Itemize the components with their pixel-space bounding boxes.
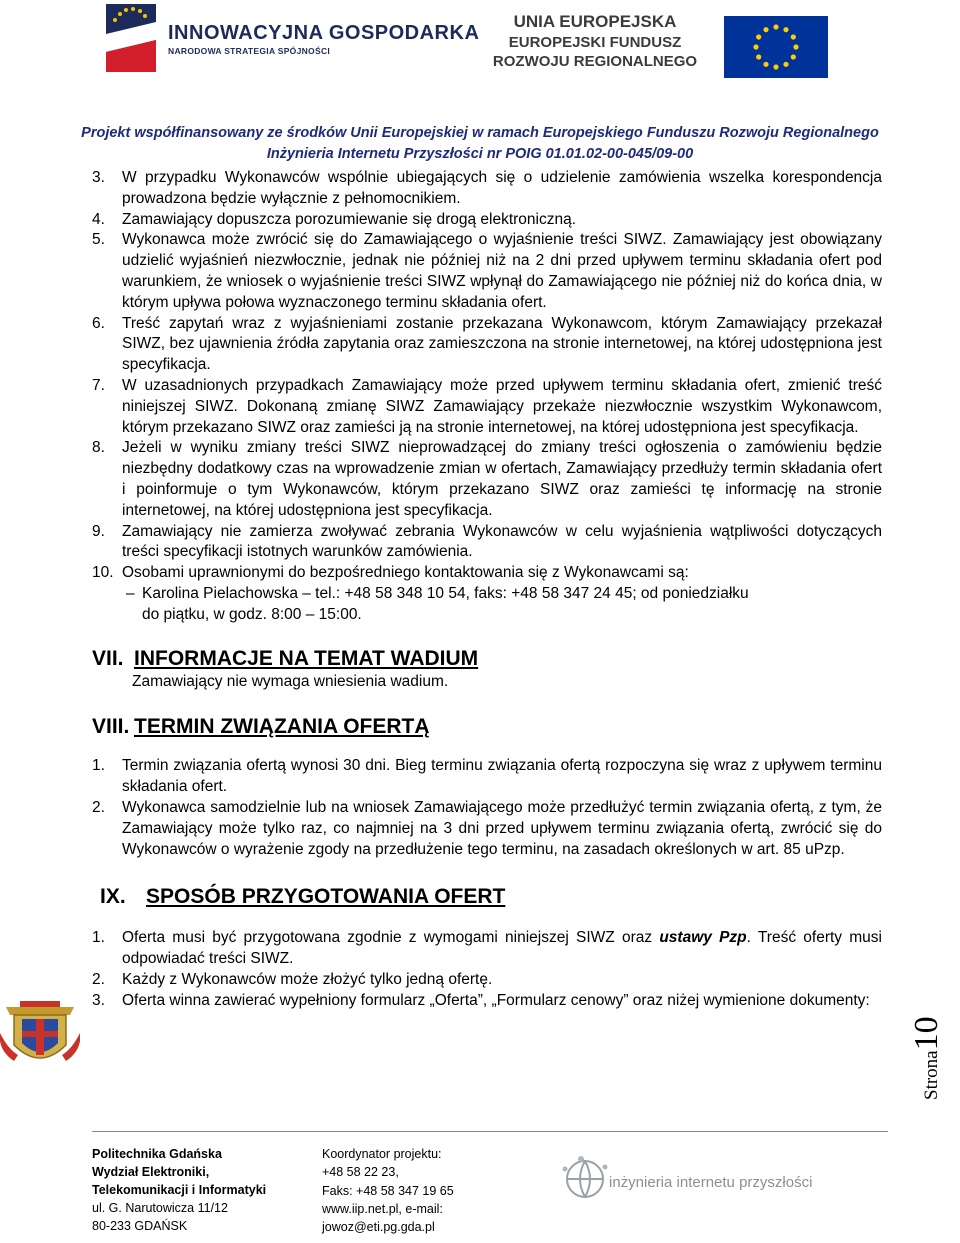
list-item: [92, 970, 882, 991]
section-viii-heading: [92, 714, 882, 740]
footer-line: Politechnika Gdańska: [92, 1147, 222, 1161]
item-number: 7.: [92, 376, 105, 394]
innowacyjna-gospodarka-flag-icon: [106, 4, 156, 72]
footer-line: Wydział Elektroniki,: [92, 1165, 210, 1179]
list-item: [92, 563, 882, 584]
section-title: INFORMACJE NA TEMAT WADIUM: [134, 646, 479, 670]
footer-line: +48 58 22 23,: [322, 1165, 399, 1180]
item-number: 8.: [92, 439, 105, 457]
item-number: 1.: [92, 757, 105, 775]
item-text: Wykonawca może zwrócić się do Zamawiającego o wyjaśnienie treści SIWZ. Zamawiający jest obowiązany udzielić wyjaśnień niezwłocznie, jednak nie później niż na 2 dni przed upływem terminu składania ofert pod warunkiem, że wniosek o wyjaśnienie treści SIWZ wpłynął do Zamawiającego nie później niż do końca dnia, w którym upływa połowa wyznaczonego terminu składania ofert.: [122, 231, 882, 311]
section-title: SPOSÓB PRZYGOTOWANIA OFERT: [146, 885, 506, 909]
item-number: 3.: [92, 991, 105, 1009]
section-number: VIII.: [92, 715, 130, 739]
innowacyjna-gospodarka-title: INNOWACYJNA GOSPODARKA: [168, 22, 480, 44]
item-number: 3.: [92, 169, 105, 186]
item-text: Oferta winna zawierać wypełniony formularz „Oferta”, „Formularz cenowy” oraz niżej wymienione dokumenty:: [122, 991, 870, 1009]
section-ix-heading: [92, 884, 882, 910]
footer-address: [92, 1145, 266, 1235]
section-number: VII.: [92, 646, 124, 670]
footer-line: Koordynator projektu:: [322, 1147, 442, 1161]
item-text: Oferta musi być przygotowana zgodnie z wymogami niniejszej SIWZ oraz: [122, 929, 660, 947]
eu-star: [773, 24, 778, 29]
item-number: 2.: [92, 970, 105, 988]
page-number-value: 10: [908, 1016, 945, 1051]
eu-star: [756, 34, 761, 39]
footer-line: jowoz@eti.pg.gda.pl: [322, 1220, 435, 1235]
eu-fund-text: [490, 12, 700, 70]
project-logo-icon: [545, 1145, 875, 1225]
eu-star: [753, 44, 758, 49]
list-item: [92, 756, 882, 798]
item-number: 2.: [92, 798, 105, 816]
project-number-line: Inżynieria Internetu Przyszłości nr POIG 01.01.02-00-045/09-00: [266, 146, 694, 162]
item-number: 9.: [92, 522, 105, 540]
eu-star: [763, 27, 768, 32]
section-number: IX.: [100, 885, 126, 909]
item-number: 10.: [92, 564, 114, 582]
page-label: Strona: [921, 1050, 942, 1100]
footer-line: Faks: +48 58 347 19 65: [322, 1183, 454, 1198]
eu-star: [783, 27, 788, 32]
section-vii-note: Zamawiający nie wymaga wniesienia wadium.: [132, 672, 449, 690]
list-item: [92, 376, 882, 438]
footer-line: www.iip.net.pl, e-mail:: [322, 1201, 443, 1216]
contact-person: [92, 584, 882, 626]
item-text-cont: . Treść oferty musi odpowiadać treści SIWZ.: [122, 929, 882, 968]
list-item: [92, 168, 882, 210]
eu-flag-icon: [724, 16, 828, 78]
item-text: Termin związania ofertą wynosi 30 dni. Bieg terminu związania ofertą rozpoczyna się wraz z upływem terminu składania ofert.: [122, 757, 882, 796]
innowacyjna-gospodarka-logo: [106, 4, 480, 80]
footer-line: Telekomunikacji i Informatyki: [92, 1183, 267, 1197]
item-text: Osobami uprawnionymi do bezpośredniego kontaktowania się z Wykonawcami są:: [122, 564, 689, 582]
eu-star: [756, 54, 761, 59]
eu-line-1: UNIA EUROPEJSKA: [513, 12, 677, 31]
list-a: [92, 168, 882, 626]
list-item: [92, 230, 882, 313]
eu-line-2: EUROPEJSKI FUNDUSZ: [508, 34, 682, 51]
contact-line-2: do piątku, w godz. 8:00 – 15:00.: [142, 605, 362, 623]
university-crest-icon: [0, 993, 80, 1075]
list-item: [92, 314, 882, 376]
list-c: [92, 928, 882, 1011]
item-text: W przypadku Wykonawców wspólnie ubiegających się o udzielenie zamówienia wszelka korespondencja prowadzona będzie wyłącznie z pełnomocnikiem.: [122, 169, 882, 207]
page-number: [900, 1000, 960, 1110]
footer-line: 80-233 GDAŃSK: [92, 1219, 188, 1233]
item-number: 1.: [92, 929, 105, 947]
eu-star: [783, 62, 788, 67]
eu-star: [791, 54, 796, 59]
list-item: [92, 928, 882, 970]
footer-line: ul. G. Narutowicza 11/12: [92, 1201, 228, 1215]
item-text: W uzasadnionych przypadkach Zamawiający może przed upływem terminu składania ofert, zmienić treść niniejszej SIWZ. Dokonaną zmianę SIWZ Zamawiający przekaże niezwłocznie wszystkim Wykonawcom, którym przekazano SIWZ oraz zamieści ją na stronie internetowej, na której udostępniona jest specyfikacja.: [122, 376, 882, 436]
list-item: [92, 798, 882, 860]
eu-line-3: ROZWOJU REGIONALNEGO: [492, 53, 698, 70]
project-cofinancing-line: Projekt współfinansowany ze środków Unii Europejskiej w ramach Europejskiego Funduszu Rozwoju Regionalnego: [81, 125, 879, 141]
innowacyjna-gospodarka-subtitle: NARODOWA STRATEGIA SPÓJNOŚCI: [168, 46, 331, 56]
section-title: TERMIN ZWIĄZANIA OFERTĄ: [134, 715, 430, 739]
item-text: Jeżeli w wyniku zmiany treści SIWZ nieprowadzącej do zmiany treści ogłoszenia o zamówieniu będzie niezbędny dodatkowy czas na wprowadzenie zmian w ofertach, Zamawiający przedłuży termin składania ofert i poinformuje o tym Wykonawców, którym przekazano SIWZ oraz zamieści tę informację na stronie internetowej, na której udostępniona jest specyfikacja.: [122, 439, 882, 519]
contact-line-1: Karolina Pielachowska – tel.: +48 58 348 10 54, faks: +48 58 347 24 45; od poniedziałku: [142, 584, 749, 602]
list-item: [92, 522, 882, 564]
footer-divider: [92, 1131, 888, 1132]
item-number: 6.: [92, 314, 105, 332]
footer-contact: [322, 1145, 454, 1236]
section-vii-heading: [92, 646, 882, 672]
eu-star: [763, 62, 768, 67]
item-text: Wykonawca samodzielnie lub na wniosek Zamawiającego może przedłużyć termin związania ofertą, z tym, że Zamawiający może tylko raz, co najmniej na 3 dni przed upływem terminu związania ofertą, zwrócić się do Wykonawców o wyrażenie zgody na przedłużenie tego terminu, na zasadach określonych w art. 85 uPzp.: [122, 798, 882, 858]
project-logo-text: inżynieria internetu przyszłości: [609, 1174, 813, 1191]
item-text: Każdy z Wykonawców może złożyć tylko jedną ofertę.: [122, 970, 493, 988]
eu-fund-logo: [490, 4, 950, 80]
item-text: Zamawiający nie zamierza zwoływać zebrania Wykonawców w celu wyjaśnienia wątpliwości dotyczących treści specyfikacji istotnych warunków zamówienia.: [122, 522, 882, 561]
eu-star: [791, 34, 796, 39]
list-item: [92, 210, 882, 231]
eu-star: [793, 44, 798, 49]
eu-star: [773, 64, 778, 69]
item-text: Zamawiający dopuszcza porozumiewanie się drogą elektroniczną.: [122, 210, 577, 228]
document-body: [92, 168, 882, 1012]
list-b: [92, 756, 882, 860]
list-item: [92, 438, 882, 521]
item-text: Treść zapytań wraz z wyjaśnieniami zostanie przekazana Wykonawcom, którym Zamawiający przekazał SIWZ, bez ujawnienia źródła zapytania oraz zamieszczona na stronie internetowej, na której udostępniona jest specyfikacja.: [122, 314, 882, 374]
list-item: [92, 991, 882, 1012]
item-number: 5.: [92, 231, 105, 249]
item-number: 4.: [92, 210, 105, 228]
contact-dash: –: [126, 584, 135, 602]
item-emphasis: ustawy Pzp: [659, 929, 747, 947]
